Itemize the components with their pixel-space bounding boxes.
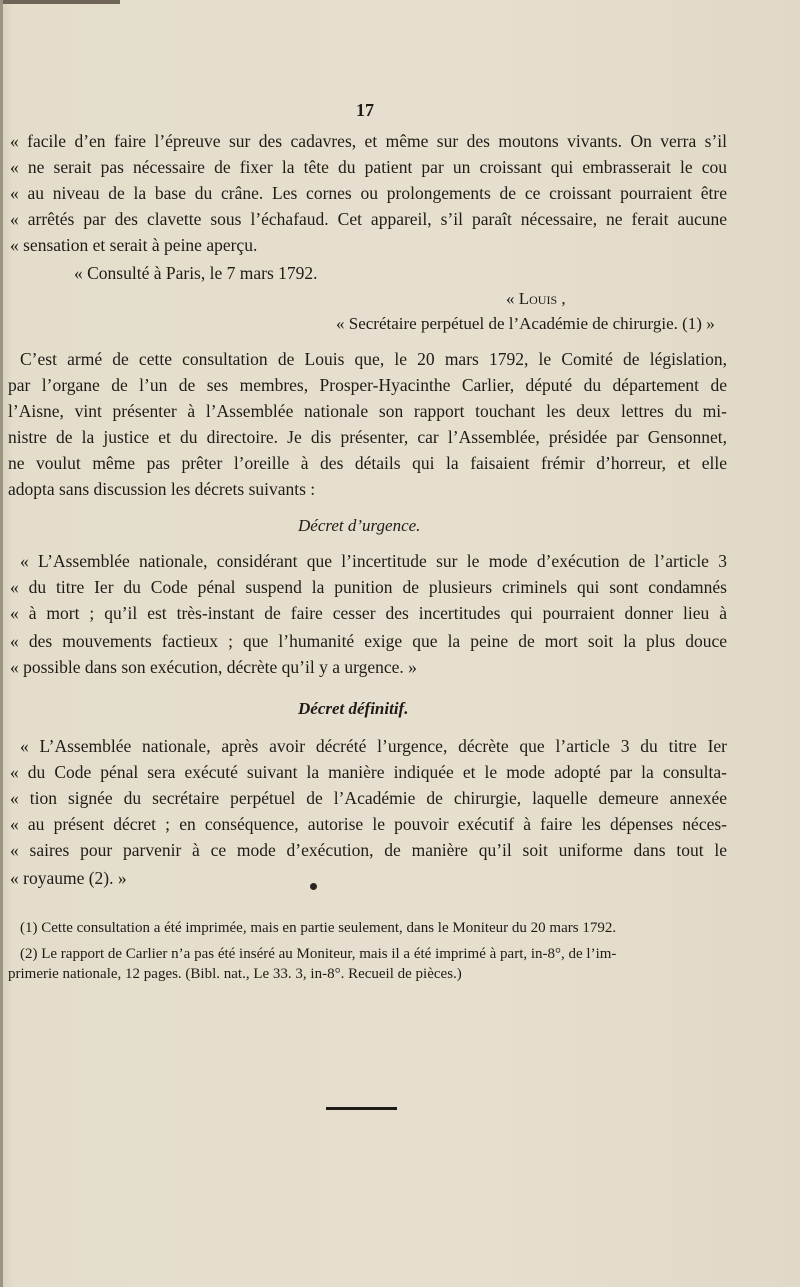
ink-spot — [310, 883, 317, 890]
body-line: « sensation et serait à peine aperçu. — [10, 235, 258, 255]
definitif-line: « saires pour parvenir à ce mode d’exécution, de manière qu’il soit uniforme dans tout le — [10, 840, 727, 860]
definitif-line: « tion signée du secrétaire perpétuel de l’Académie de chirurgie, laquelle demeure annexée — [10, 788, 727, 808]
footnote-1: (1) Cette consultation a été imprimée, mais en partie seulement, dans le Moniteur du 20 mars 1792. — [20, 920, 617, 936]
page-binding-edge — [0, 0, 3, 1287]
urgence-line: « du titre Ier du Code pénal suspend la punition de plusieurs criminels qui sont condamnés — [10, 577, 727, 597]
signature-title: « Secrétaire perpétuel de l’Académie de chirurgie. (1) » — [336, 314, 715, 333]
paragraph-line: adopta sans discussion les décrets suivants : — [8, 479, 316, 499]
body-line: « facile d’en faire l’épreuve sur des cadavres, et même sur des moutons vivants. On verra s’il — [10, 131, 727, 151]
paragraph-line: l’Aisne, vint présenter à l’Assemblée nationale son rapport touchant les deux lettres du mi- — [8, 401, 727, 421]
urgence-line: « des mouvements factieux ; que l’humanité exige que la peine de mort soit la plus douce — [10, 631, 727, 651]
end-rule — [326, 1107, 397, 1110]
body-line: « arrêtés par des clavette sous l’échafaud. Cet appareil, s’il paraît nécessaire, ne ferait aucune — [10, 209, 727, 229]
paragraph-line: ne voulut même pas prêter l’oreille à des détails qui la faisaient frémir d’horreur, et elle — [8, 453, 727, 473]
body-line: « au niveau de la base du crâne. Les cornes ou prolongements de ce croissant pourraient être — [10, 183, 727, 203]
paragraph-line: C’est armé de cette consultation de Louis que, le 20 mars 1792, le Comité de législation, — [20, 349, 727, 369]
page-number: 17 — [356, 100, 374, 120]
urgence-line: « possible dans son exécution, décrète qu’il y a urgence. » — [10, 657, 417, 677]
definitif-line: « L’Assemblée nationale, après avoir décrété l’urgence, décrète que l’article 3 du titre Ier — [20, 736, 727, 756]
definitif-line: « royaume (2). » — [10, 868, 127, 888]
paragraph-line: par l’organe de l’un de ses membres, Prosper-Hyacinthe Carlier, député du département de — [8, 375, 727, 395]
paragraph-line: nistre de la justice et du directoire. Je dis présenter, car l’Assemblée, présidée par Gensonnet, — [8, 427, 727, 447]
consult-date-line: « Consulté à Paris, le 7 mars 1792. — [74, 263, 318, 283]
urgence-line: « L’Assemblée nationale, considérant que l’incertitude sur le mode d’exécution de l’article 3 — [20, 551, 727, 571]
page-edge-shadow — [0, 0, 120, 4]
signature-name: « Louis , — [506, 289, 566, 308]
footnote-2-continued: primerie nationale, 12 pages. (Bibl. nat., Le 33. 3, in-8°. Recueil de pièces.) — [8, 966, 462, 982]
body-line: « ne serait pas nécessaire de fixer la tête du patient par un croissant qui embrasserait le cou — [10, 157, 727, 177]
definitif-line: « au présent décret ; en conséquence, autorise le pouvoir exécutif à faire les dépenses néces- — [10, 814, 727, 834]
definitif-line: « du Code pénal sera exécuté suivant la manière indiquée et le mode adopté par la consulta- — [10, 762, 727, 782]
heading-decret-definitif: Décret définitif. — [298, 699, 409, 718]
footnote-2: (2) Le rapport de Carlier n’a pas été inséré au Moniteur, mais il a été imprimé à part, in-8°, de l’im- — [20, 946, 617, 962]
heading-decret-urgence: Décret d’urgence. — [298, 516, 421, 535]
urgence-line: « à mort ; qu’il est très-instant de faire cesser des incertitudes qui pourraient donner lieu à — [10, 603, 727, 623]
